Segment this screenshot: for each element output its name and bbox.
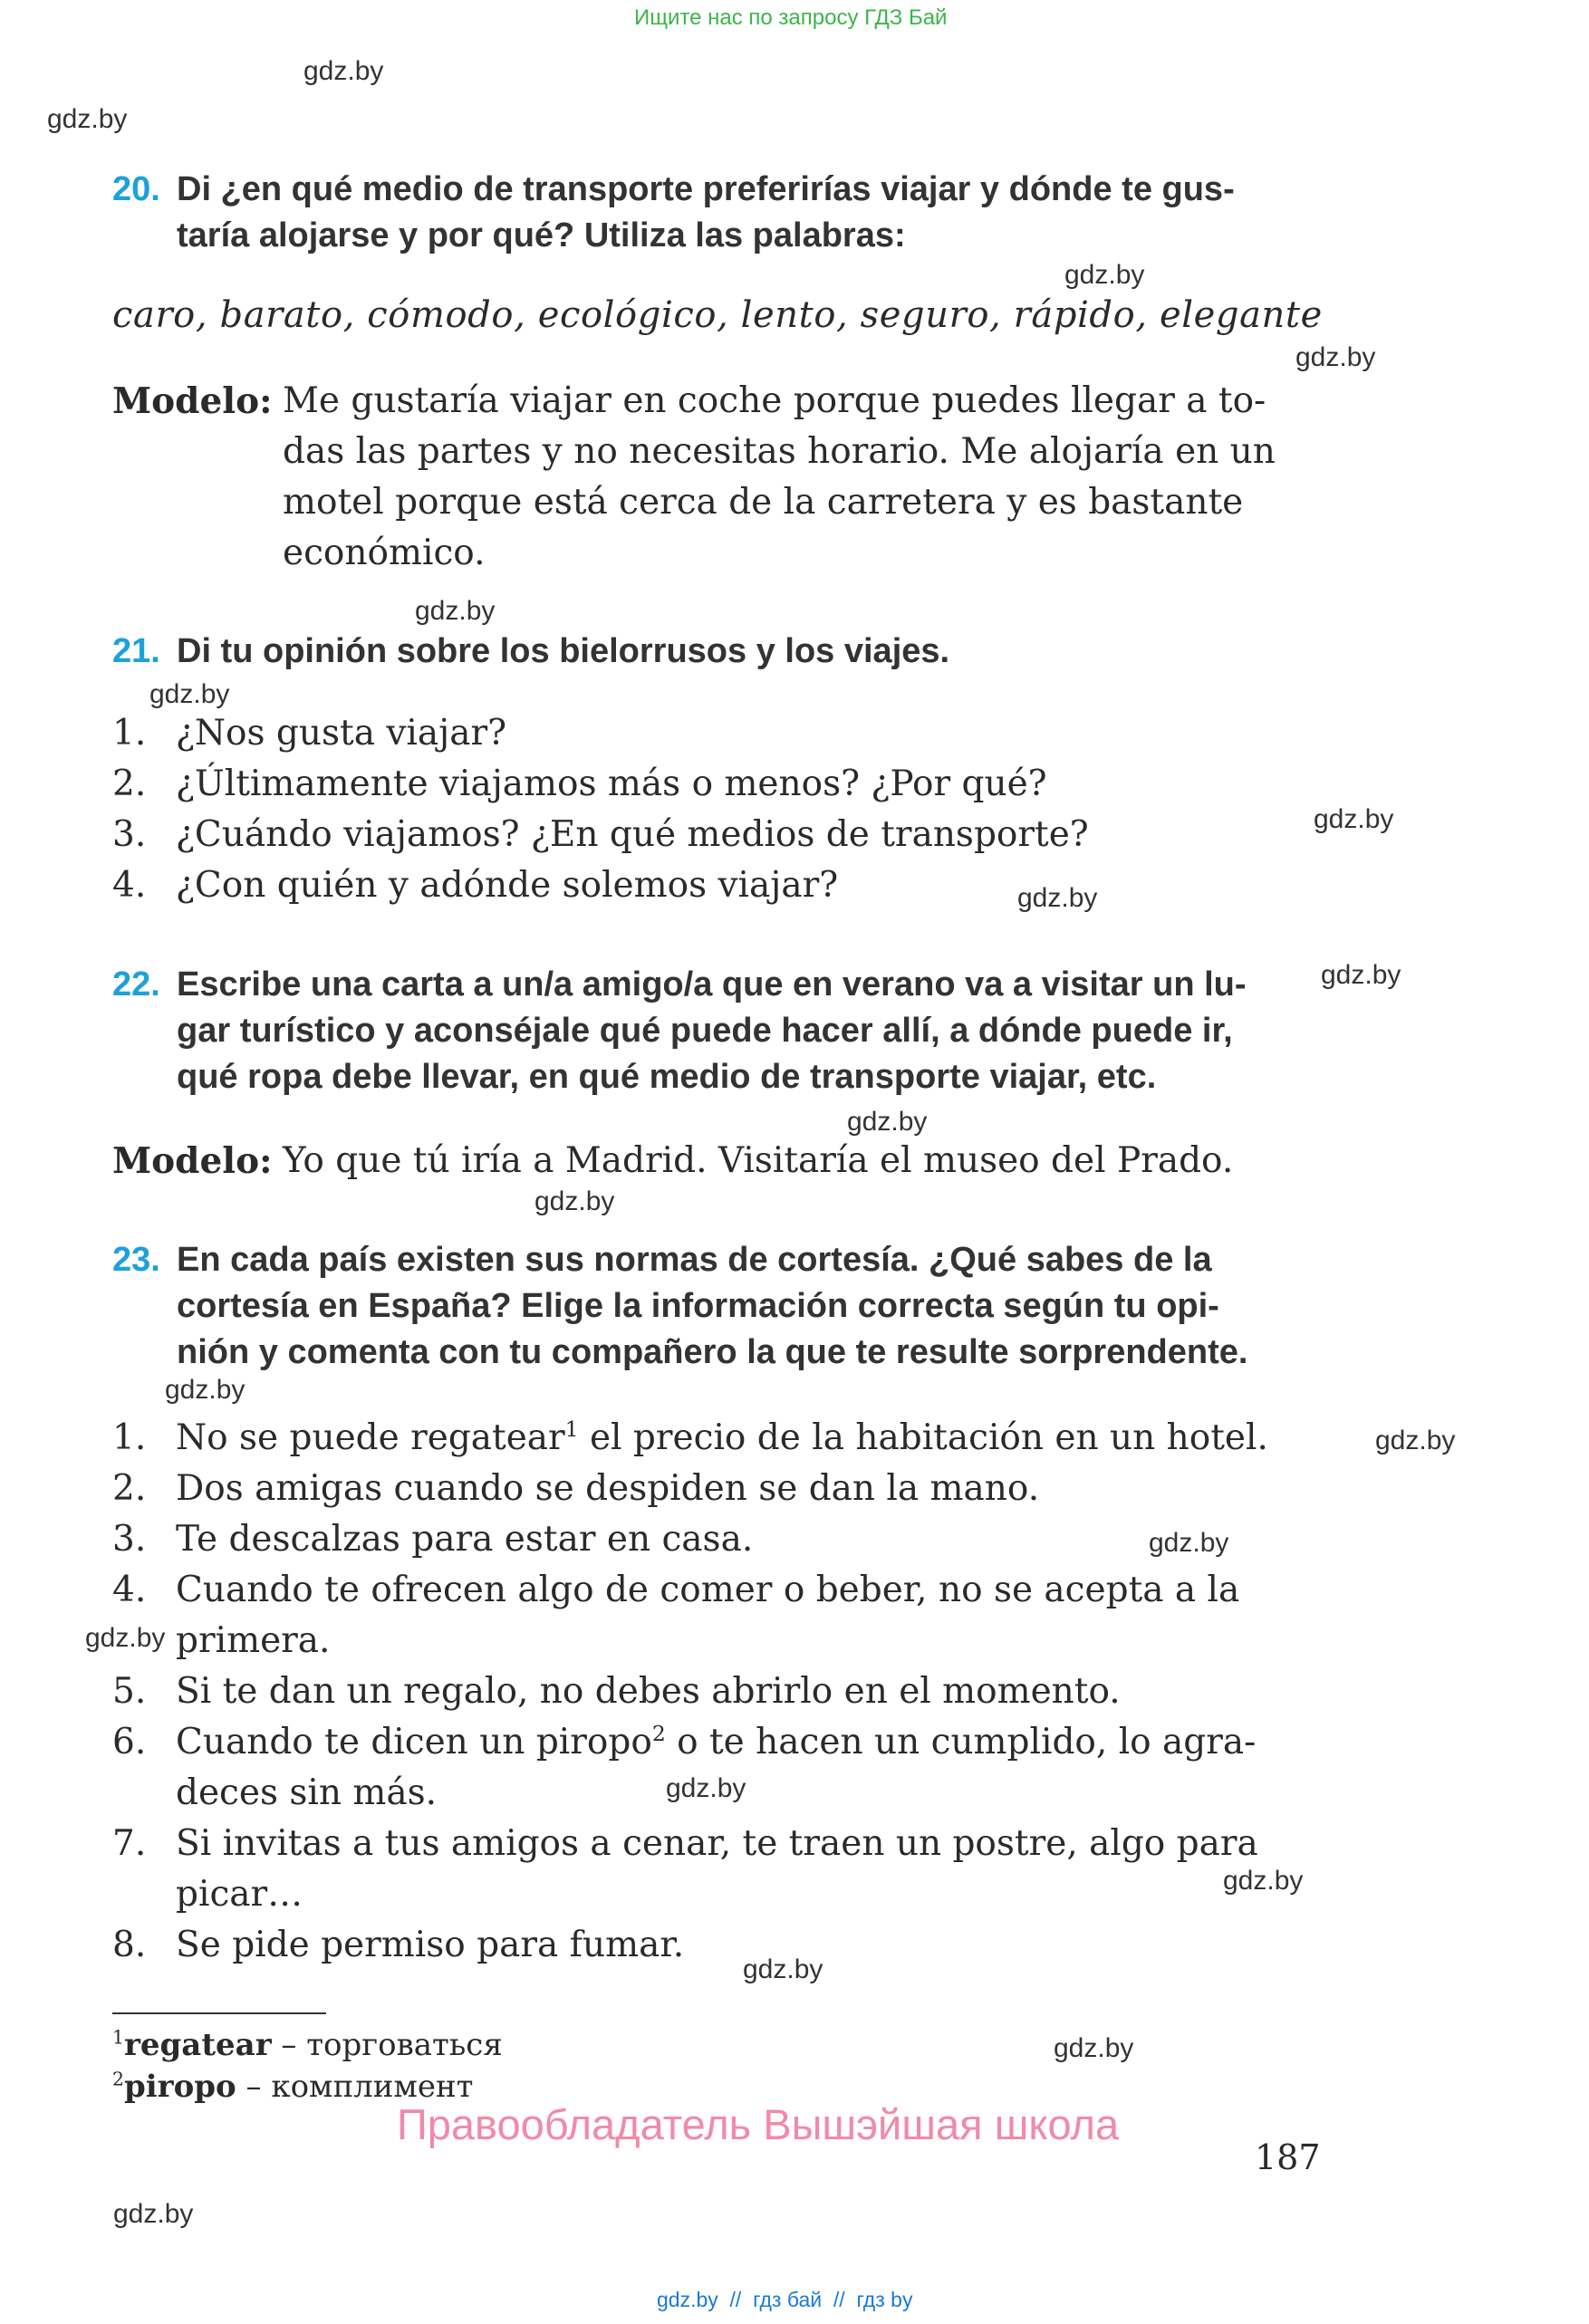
- watermark: gdz.by: [85, 1623, 166, 1653]
- exercise-number: 22.: [112, 965, 160, 1004]
- watermark: gdz.by: [1149, 1528, 1229, 1558]
- top-banner: Ищите нас по запросу ГДЗ Бай: [634, 5, 948, 30]
- watermark: gdz.by: [534, 1186, 615, 1216]
- watermark: gdz.by: [113, 2199, 194, 2229]
- watermark: gdz.by: [666, 1773, 746, 1803]
- question-list: [112, 708, 1089, 911]
- watermark: gdz.by: [1314, 804, 1394, 834]
- footnote: $^1$regatear – торговаться: [112, 2026, 503, 2063]
- list-item: 6. Cuando te dicen un piropo$^2$ o te hacen un cumplido, lo agra- deces sin más.: [112, 1721, 1257, 1813]
- watermark: gdz.by: [847, 1107, 928, 1137]
- watermark: gdz.by: [1321, 960, 1401, 990]
- list-item: 4. ¿Con quién y adónde solemos viajar?: [112, 865, 839, 906]
- watermark: gdz.by: [1295, 342, 1376, 372]
- copyright-notice: Правообладатель Вышэйшая школа: [397, 2100, 1120, 2148]
- watermark: gdz.by: [743, 1954, 823, 1984]
- model-text: Me gustaría viajar en coche porque puedes llegar a to- das las partes y no necesitas horario. Me alojaría en un motel porque está cerca de la carretera y es bastante económico.: [283, 380, 1276, 573]
- watermark: gdz.by: [165, 1375, 246, 1405]
- model-text: Yo que tú iría a Madrid. Visitaría el museo del Prado.: [283, 1140, 1234, 1181]
- exercise-instruction: En cada país existen sus normas de cortesía. ¿Qué sabes de la cortesía en España? Elige la información correcta según tu opi- nión y comenta con tu compañero la que te resulte sorprendente.: [177, 1241, 1248, 1371]
- exercise-number: 21.: [112, 632, 160, 670]
- model-label: Modelo:: [112, 380, 273, 422]
- watermark: gdz.by: [415, 596, 496, 626]
- exercise-instruction: Escribe una carta a un/a amigo/a que en verano va a visitar un lu- gar turístico y aconséjale qué puede hacer allí, a dónde puede ir, qué ropa debe llevar, en qué medio de transporte viajar, etc.: [177, 965, 1247, 1096]
- model-label: Modelo:: [112, 1140, 273, 1182]
- watermark: gdz.by: [1054, 2033, 1134, 2063]
- page-number: 187: [1255, 2137, 1321, 2177]
- exercise-instruction: Di ¿en qué medio de transporte preferirías viajar y dónde te gus- taría alojarse y por qué? Utiliza las palabras:: [177, 170, 1235, 254]
- list-item: 1. ¿Nos gusta viajar?: [112, 713, 506, 754]
- watermark: gdz.by: [1017, 883, 1098, 913]
- bottom-banner[interactable]: gdz.by // гдз бай // гдз by: [657, 2288, 913, 2311]
- watermark: gdz.by: [149, 679, 230, 709]
- list-item: 1. No se puede regatear$^1$ el precio de la habitación en un hotel.: [112, 1416, 1268, 1458]
- watermark: gdz.by: [303, 56, 384, 86]
- list-item: 4. Cuando te ofrecen algo de comer o beber, no se acepta a la primera.: [112, 1570, 1240, 1661]
- watermark: gdz.by: [1375, 1426, 1456, 1455]
- footnote: $^2$piropo – комплимент: [112, 2068, 474, 2105]
- watermark: gdz.by: [1064, 260, 1145, 290]
- list-item: 7. Si invitas a tus amigos a cenar, te traen un postre, algo para picar…: [112, 1823, 1258, 1915]
- statement-list: [112, 1413, 1268, 1971]
- word-list: caro, barato, cómodo, ecológico, lento, seguro, rápido, elegante: [112, 294, 1323, 336]
- exercise-number: 23.: [112, 1241, 160, 1279]
- exercise-number: 20.: [112, 170, 160, 208]
- footnote-divider: [112, 2012, 326, 2014]
- watermark: gdz.by: [1223, 1866, 1304, 1896]
- list-item: 8. Se pide permiso para fumar.: [112, 1925, 685, 1965]
- list-item: 2. ¿Últimamente viajamos más o menos? ¿Por qué?: [112, 763, 1047, 804]
- watermark: gdz.by: [47, 104, 128, 134]
- list-item: 3. Te descalzas para estar en casa.: [112, 1519, 754, 1560]
- list-item: 2. Dos amigas cuando se despiden se dan la mano.: [112, 1468, 1040, 1509]
- list-item: 5. Si te dan un regalo, no debes abrirlo en el momento.: [112, 1671, 1121, 1712]
- exercise-instruction: Di tu opinión sobre los bielorrusos y los viajes.: [177, 632, 950, 670]
- list-item: 3. ¿Cuándo viajamos? ¿En qué medios de transporte?: [112, 814, 1089, 855]
